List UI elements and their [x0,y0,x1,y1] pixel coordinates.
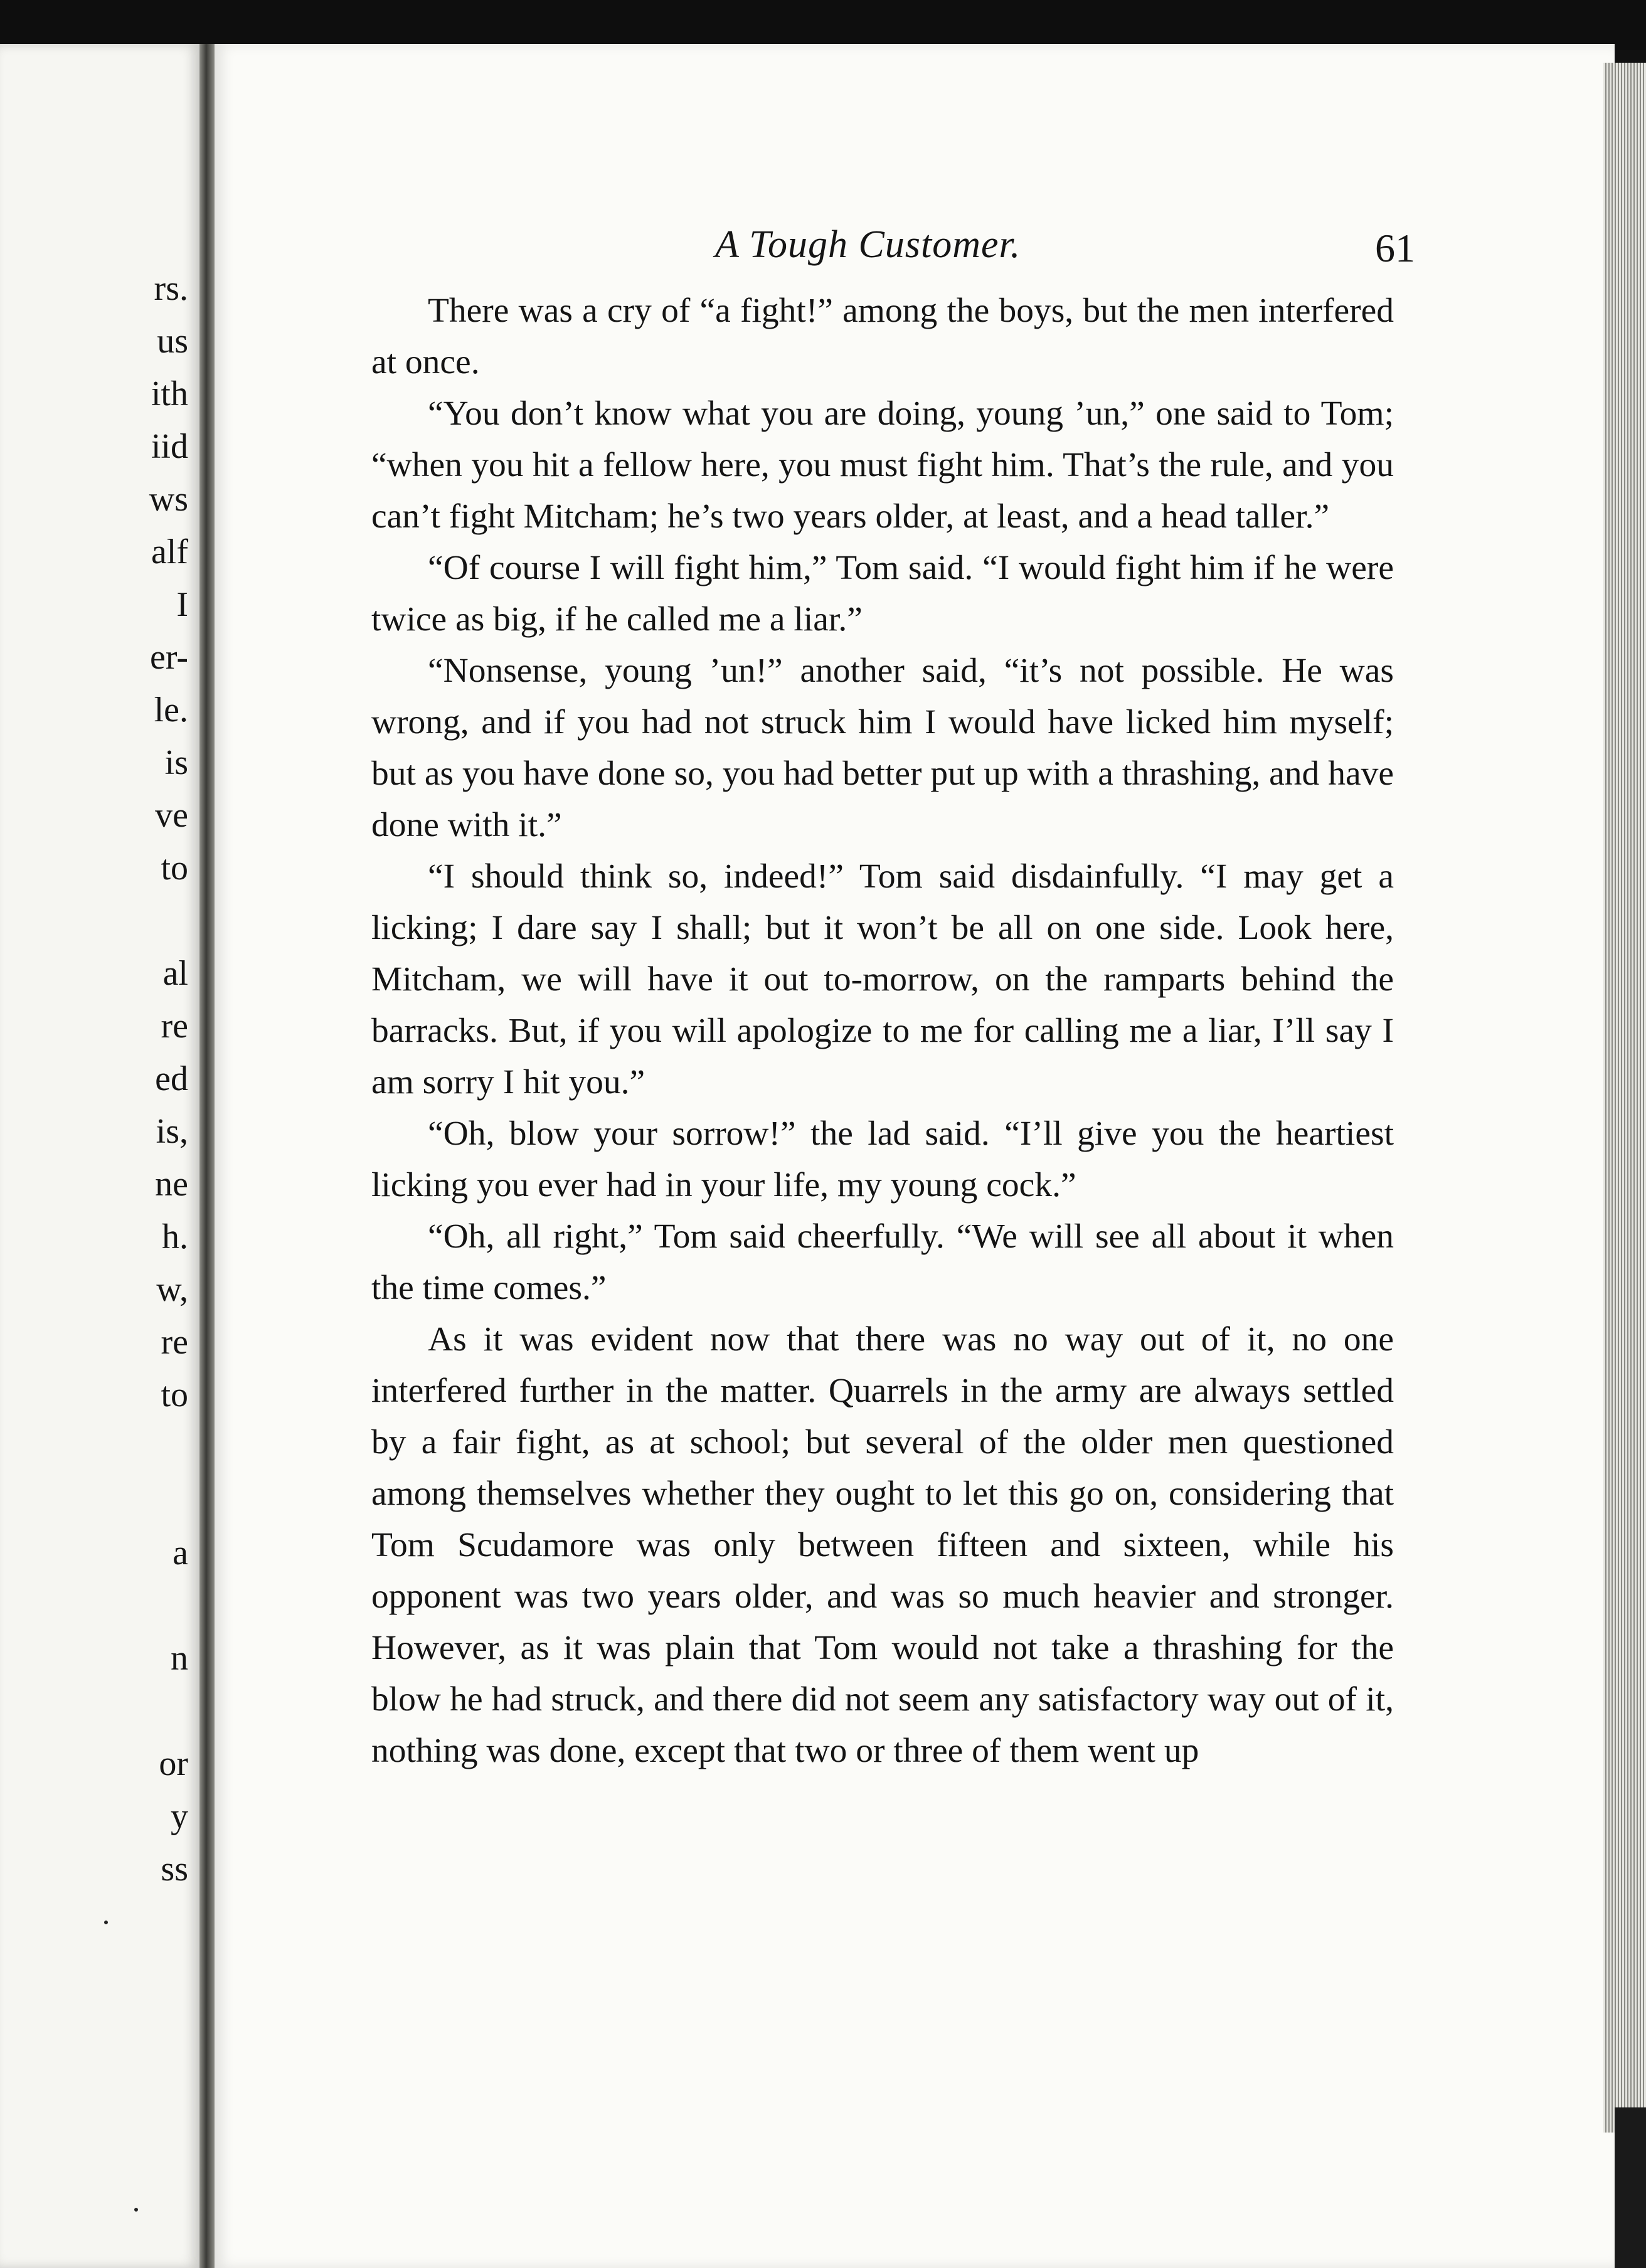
paragraph: “I should think so, indeed!” Tom said disdainfully. “I may get a licking; I dare say I shall; but it won’t be all on one side. Look here, Mitcham, we will have it out to-morrow, on the ramparts behind the barracks. But, if you will apologize to me for calling me a liar, I’ll say I am sorry I hit you.” [371,857,1394,1101]
page-number: 61 [1375,226,1415,270]
left-page-fragment: ne [155,1165,188,1204]
paragraph: “You don’t know what you are doing, young ’un,” one said to Tom; “when you hit a fellow here, you must fight him. That’s the rule, and you can’t fight Mitcham; he’s two years older, at least, and a head taller.” [371,395,1394,536]
paragraph: As it was evident now that there was no way out of it, no one interfered further in the matter. Quarrels in the army are always settled by a fair fight, as at school; but several of the older men questioned among themselves whether they ought to let this go on, considering that Tom Scudamore was only between fifteen and sixteen, while his opponent was two years older, and was so much heavier and stronger. However, as it was plain that Tom would not take a thrashing for the blow he had struck, and there did not seem any satisfactory way out of it, nothing was done, except that two or three of them went up [371,1320,1394,1770]
left-page-fragment: a [173,1534,188,1572]
scan-top-border [0,0,1646,50]
left-page-fragment: alf [151,533,188,571]
left-page-fragment: re [161,1323,188,1362]
scan-speck [104,1921,108,1924]
page-edges [1603,63,1646,2133]
paragraph: “Oh, blow your sorrow!” the lad said. “I’ll give you the heartiest licking you ever had in your life, my young cock.” [371,1115,1394,1204]
left-page-fragment: is [164,743,188,782]
left-page-fragment: le. [154,691,188,729]
left-page-fragment: ws [149,480,188,519]
left-page [0,44,199,2268]
left-page-text-fragments [0,44,188,2268]
body-text [371,285,1394,1777]
left-page-fragment: I [176,585,188,624]
scan-speck [134,2208,138,2212]
left-page-fragment: h. [162,1217,188,1256]
left-page-fragment: w, [156,1270,188,1309]
paragraph: “Oh, all right,” Tom said cheerfully. “We will see all about it when the time comes.” [371,1217,1394,1307]
left-page-fragment: al [162,954,188,993]
book-gutter [199,44,215,2268]
left-page-fragment: or [159,1744,188,1783]
left-page-fragment: us [157,322,188,361]
paragraph: “Of course I will fight him,” Tom said. “I would fight him if he were twice as big, if he called me a liar.” [371,549,1394,639]
left-page-fragment: er- [149,638,188,677]
left-page-fragment: iid [151,427,188,466]
running-title: A Tough Customer. [715,223,1021,266]
left-page-fragment: ith [151,374,188,413]
page-header [715,223,1424,279]
left-page-fragment: is, [156,1112,188,1151]
left-page-fragment: n [171,1639,188,1678]
left-page-fragment: ve [155,796,188,835]
left-page-fragment: ss [161,1850,188,1889]
paragraph: “Nonsense, young ’un!” another said, “it’s not possible. He was wrong, and if you had not struck him I would have licked him myself; but as you have done so, you had better put up with a thrashing, and have done with it.” [371,652,1394,844]
left-page-fragment: re [161,1007,188,1046]
paragraph: There was a cry of “a fight!” among the boys, but the men interfered at once. [371,292,1394,381]
left-page-fragment: ed [155,1059,188,1098]
left-page-fragment: rs. [154,269,188,308]
left-page-fragment: to [161,849,188,888]
page-edge-shadow [1615,2107,1646,2268]
left-page-fragment: to [161,1375,188,1414]
left-page-fragment: y [171,1797,188,1836]
